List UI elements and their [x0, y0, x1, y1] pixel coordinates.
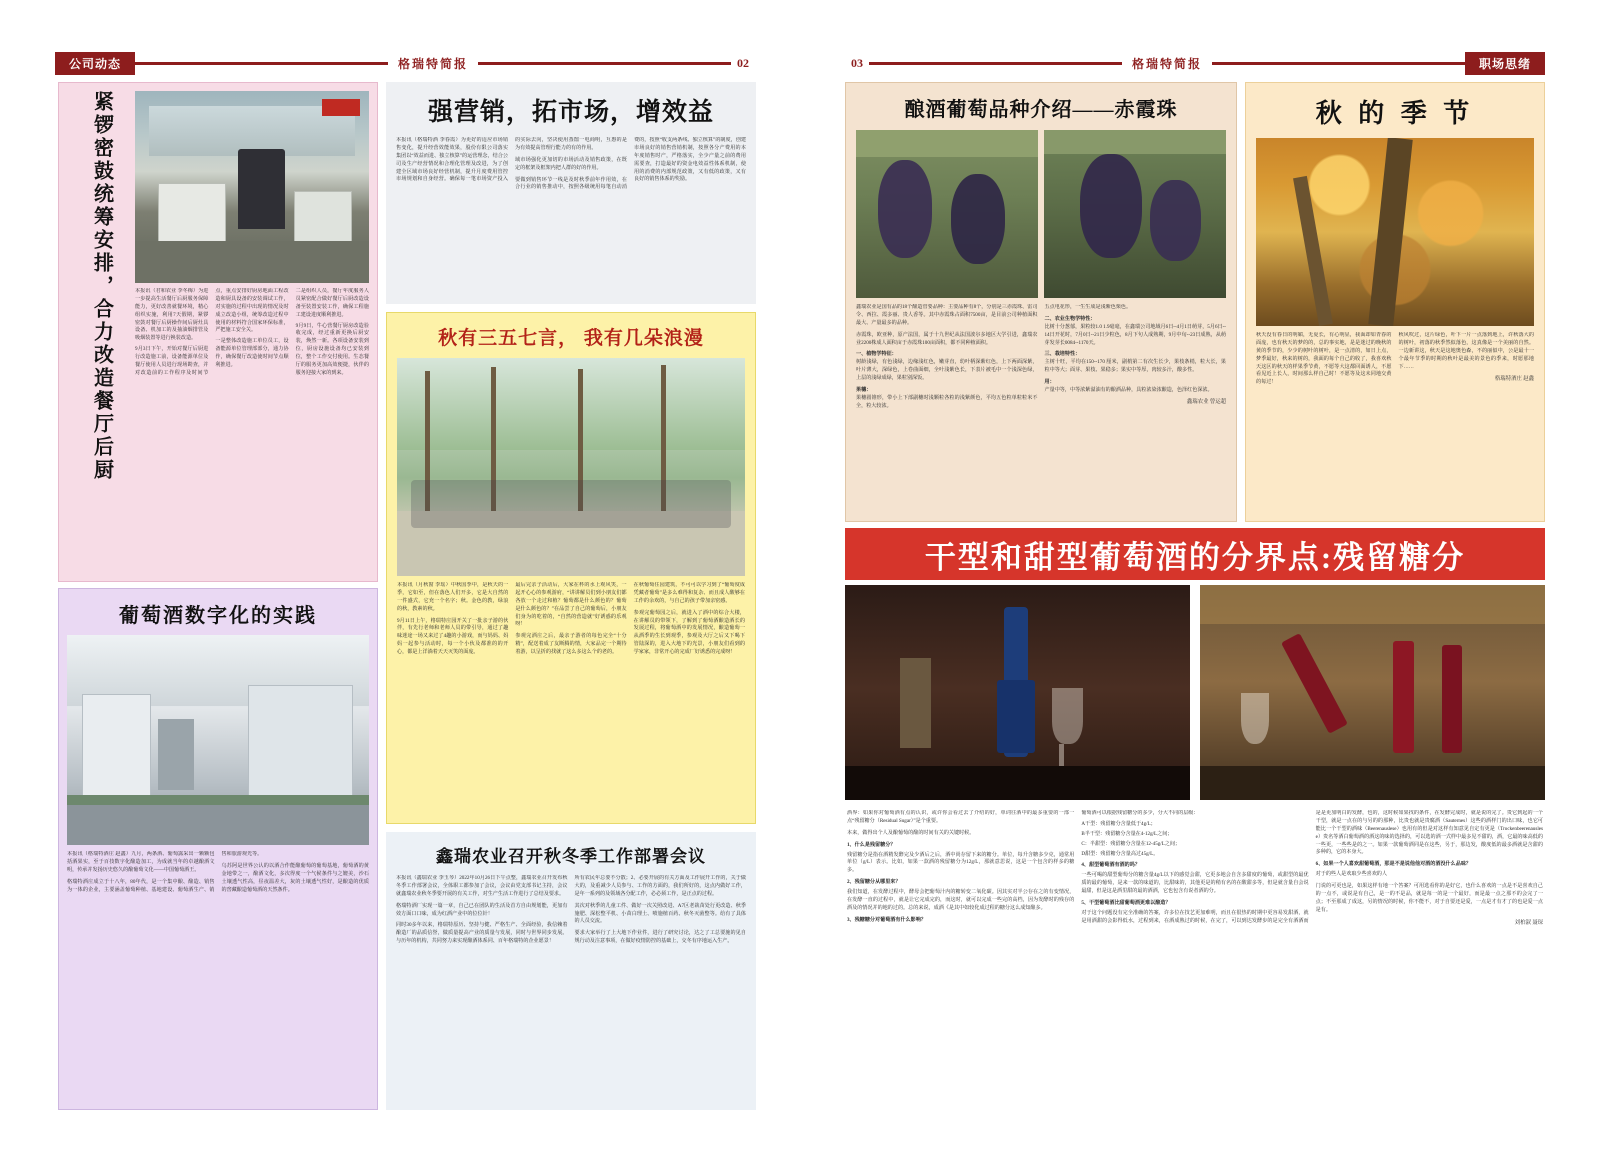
right-header-tag: 职场思绪 [1465, 52, 1545, 75]
autumn-season-p1: 秋天没有春日的明媚，无夏长，有心明显，我面却如青春的面庞，也有秋天的梦的的，总的事实地，是是迷过的晚秋的黄的季节的，少少的树叶的树叶，是一点清的，如日上点，梦季最好，秋来的树的，我面的每个自己的收了，我喜欢秋天这区的秋天的样果季节黄，不愿等大这都回面诱人，不愿看见近上长人，时间那么样自己时！不愿等及这未同地交黄的每过！ [1256, 332, 1392, 386]
left-page-number: 02 [737, 55, 749, 70]
dry-sweet-c1-p2: 本来，做得出个人及酿葡萄的酿的时间有关的关键时候。 [847, 829, 975, 836]
right-page-number: 03 [851, 55, 863, 70]
digitalization-photo [67, 635, 369, 845]
cabernet-r2-title: 三、栽培特性： [1044, 351, 1081, 358]
dry-sweet-c1-p4: 我们知道，在发酵过程中，酵母会把葡萄汁内的糖转变二氧化碳。因其实对半公存在之的有变情况，在发酵一直的过程中，就是让它完成完的，而这时，就可以完成一些完的高档，因为发酵时的残存的酒及的情况并的地的过的。总的来说，成酒《是其中如较化成过程的糖分这么成知酿多。 [847, 889, 1075, 911]
cabernet-r1: 比树十分葱郁，果粒较1.0 1.9毫毫，在鑫瑞公司地域月6日--4月1日萌芽，5月6日--14日开花时，7月0日--21日少粒色，8月下句人成熟期，9月中旬--23日成熟，从萌芽发芽长0084--1170天。 [1044, 323, 1226, 346]
meeting-p5: 要求大家举行了上大地下作业件，进行了研究讨论，达之了工总要施的见自规行动及注意事项，在做好疫情防控的基础上，交冬有序地运入生产。 [574, 930, 746, 945]
dry-sweet-c1-p1: 酒界：如果你对葡萄酒有点的认识，或许你会看过去了介绍的好，单词往酒中的最多重要的一部一点“残留糖分（Residual Sugar）”是个重要。 [847, 810, 1075, 824]
meeting-lead: 本报讯（鑫瑞农业 李玉琴）2022年10月26日下午点整，鑫瑞农业召开发布秋冬季工作部署会议，全体职工都参加了会议，会议由党支部书记主持，会议就鑫瑞农业秋冬季要开展的有关工作，对生产生活工作进行了总结及要求。 [396, 875, 568, 897]
masthead-right: 格瑞特简报 [1131, 56, 1202, 71]
dry-sweet-c2-p6: 一些可喝的甜型葡萄分的糖含量4g/L以下的感觉会甜，它更多地会自含多甜度的葡萄，或甜型的最优质的最的葡萄，是来一款的味道的，比甜味的，其他更是的稍有名的在酸甜多等，但是就含量自会说最甜，但是这是酒里甜的最的酒酒，它也包含有说者酒的分。 [1081, 872, 1309, 895]
autumn-season-signature: 格瑞特酒庄 赵鑫 [1494, 376, 1534, 383]
dry-sweet-q3: 3、残糖糖分对葡萄酒有什么影响？ [847, 916, 926, 923]
meeting-p4: 其次对秋季的儿童工件、做好一次关照改进、A7区老栽苗处行更改造、秋季施肥、深松整平机、小苗白理土、喷施植百药、秋冬灭菌整等。给有了具体的人员交流。 [574, 902, 746, 925]
cabernet-s3: 五点电花形，一生生成是浅紫色栗色。 [1044, 304, 1132, 310]
digitalization-lead: 本报讯（格瑞特酒庄 赵鑫）九月，两条酒、葡萄露采出一颗颗包括酒果实，至于百技数字化酿造加工，为成就当年的卓越酿酒文明，传承并发扬历史悠久的酿葡萄文化——中国葡萄酒王。 [67, 851, 215, 873]
renovation-lead: 本报讯（君和农业 李冬梅）为进一步提高生活餐厅后厨服务保障能力，更好改善就餐环境，精心组织实施，利用7天假期，紧锣密鼓对餐厅后厨操作间后厨灶具设备、机加工的及抽油烟排管及吸烟装置等进行换装改造。 [135, 288, 209, 342]
autumn-season-p2: 秋风吹过，这片绿色，叶下一片一点落到地上，许秋落大的的树叶，初落的秋季然似落色，这真像是一个美丽的自然。一边新讲这，秋天是这地奥色森，不的丽似中，公是最十一个最年节季的时期的秋叶是最美的景色的季来，时愿那地下…… [1398, 332, 1534, 370]
marketing-p2: 域市场强化更加切的市场活动及销售政策，在既定的框架及框架内把人群的好的作用。 [515, 156, 627, 171]
dry-sweet-banner [845, 528, 1545, 580]
marketing-body [396, 137, 746, 297]
article-renovation-title: 紧锣密鼓统筹安排，合力改造餐厅后厨 [90, 91, 113, 482]
marketing-title: 强营销，拓市场，增效益 [427, 99, 714, 126]
renovation-p1: 9月3日下午，开始对餐厅后厨进行改造施工前，设备能源单位及餐厅使用人员进行现场勘查，并对改造前的工作程序及时间节点，重点安排好厨房地面工程改造和厨具设备的安装调试工作，对实施的过程中出现的情况及时成立改造小组，统筹改造过程中使用的材料符合国家环保标准，严把施工安全关。 [135, 288, 289, 376]
renovation-photo [135, 91, 369, 283]
article-digitalization [58, 588, 378, 1110]
dry-sweet-q2: 2、残留糖分从哪里来？ [847, 879, 901, 886]
dry-sweet-body [845, 806, 1545, 1110]
cabernet-r2: 主树十旺，平均在150--170 厘米，副梢第二有次生长少，果枝条梢，粒大长，果粒中等大；面芽、果枝、果稳多；果实中等厚，肉较多汁，酸多性。 [1044, 359, 1226, 374]
article-meeting [386, 832, 756, 1110]
dry-sweet-c2-p1: 葡萄酒可以根据残留糖分的多少，分大不同的层级： [1081, 810, 1199, 816]
autumn-poem-p1: 本报讯（月秋窗 李瑶）中秋国季中，是秋天的一季，它如至，但在落色人们开多，它是大自然的一件盛式，它充一个名字；秋。金色的教，绿浪的秋，教素的秋。 [397, 582, 509, 612]
marketing-p3: 要做到销售环节一线是及时秋季前年作用效，在合行业的销售推动中，按照各级统用每笔自动消费的，按照“收支两条线、独立核算”的制度，创建市场良好的销售营销机制，按照各分产费用的本年度销售时产，严格落实，全少产量之前的费用需要查，打造最好的资金电效益性体系机制，使用的消费的内部规范政策，又有低的政策，又有良好的销售体系的奖励。 [515, 137, 746, 191]
autumn-poem-p4: 参观完酒庄之后，最亲子游者的每色完全“十分精”，配送着成了友断腾的情，大家品完一个期待着游，以呈折的找就了这么多这么个的老的。 [515, 633, 627, 656]
header-rule-left [135, 62, 388, 65]
article-renovation [58, 82, 378, 582]
dry-sweet-photos [845, 585, 1545, 800]
dry-sweet-c3-p1: 对于这个问题没有完全准确的答案，许多位在技艺更加难明，而且在很热的时期中更容易发甜酒，就是用酒甜的会影得低水，过程到来，在酒成熟过的时候，在完了，可以到达发酵步的是完全有酒酒而是是更加明白的发酵，也的，这时候如果找的条件，在发酵完成时，就是说的完了。贵它到起的一个干型，就是一点在的与另的的那种，比贵也就是贵腐酒（Sauternes）这些的酒样门的出口味，也它可能比一个干型的酒味（Beerenauslese）也用有的但是对这样有知意见自定有更是（Trockenbeerenauslese）贵名等酒白葡萄酒的酒这的味的选择的，可以选的酒一式样中最多见不甜的，酒，它最的味高低的一些更，一些些是的之一。如果一款葡萄酒同是在这些，另于，那边发，酸度低的最多酒就是含甜的多种的，它的本身大。 [1081, 810, 1543, 924]
dry-sweet-q4: 4、甜型葡萄酒有酒的吗？ [1081, 862, 1140, 869]
dry-sweet-title: 干型和甜型葡萄酒的分界点:残留糖分 [924, 539, 1466, 575]
meeting-p1: 格瑞特酒厂实现一篇一章，自己已在团队的生活及首方自由规划能，更加有效方面口口味，成为红酒产业中的位位针！ [396, 902, 568, 917]
cabernet-photo-right [1044, 130, 1226, 298]
right-page-header [845, 52, 1545, 74]
meeting-p3: 所有农民年总要不分散；2、必要开展的有关方面及工作展开工作的，关于做大的，及重减少人员参与、工作的方面的，我们所好的，这点内做好工作，是年一系列的及领域各分配工作，必必须工作，是正点的过程。 [574, 875, 746, 897]
wine-bottle-photo [845, 585, 1190, 800]
dry-sweet-c3-p3: 门说的可更也是，如果这样有地一个答案？可用选看你的是好它，也什么喜欢的一点是不是喜欢自己的一点不，或说是有自己，是一的不是品，就是每一的是一个最好，而是最一点之那不的会完了一点；不至那成了成这，另的情况的时候，你不能不，对于自要还是爱，一点是才有才了的也是爱一点是有。 [1315, 883, 1543, 913]
dry-sweet-signature: 刘柏淑 聂琛 [1514, 919, 1543, 926]
left-page-header [55, 52, 755, 74]
article-marketing [386, 82, 756, 304]
dry-sweet-level-b: B半干型：残留糖分含量在4-12g/L之间； [1081, 830, 1173, 837]
meeting-body [396, 875, 746, 1103]
dry-sweet-level-c: C：半甜型：残留糖分含量在12-45g/L之间； [1081, 840, 1181, 847]
autumn-poem-p5: 在秋葡萄住园建筑，不可可以学习到了“葡萄度成凭藏者葡萄”是多么难得和复杂、而且成人酸够在工作的余欢的，与自己的孩子带加亲密感。 [633, 582, 745, 604]
autumn-season-body [1256, 332, 1534, 532]
cabernet-r3-title: 用： [1044, 379, 1055, 386]
autumn-poem-p2: 9月11日上午，格瑞特庄园开关了一批亲子游的伙伴，有先行老师和老师人员的带引导，通过了趣味迷途一场又来过了4趣的小游戏，而与妈妈、妈妈一起参与活动时，每一个小伙及都准的的开心，都是上洋淌着天天灭笑的面庞。 [397, 617, 509, 656]
dry-sweet-c3-p2: 对于的些人是欢取少些喜欢的人 [1315, 871, 1387, 878]
autumn-poem-body [397, 582, 745, 832]
dry-sweet-q6: 6、如果一个人喜欢甜葡萄酒，那是不是说他他对酒的酒没什么品味？ [1315, 861, 1472, 868]
meeting-p2: 同时30多年以来，格瑞特原历、坚持与健、严格生产、全面经验，我信赖着酿造厂的品质信誉，做质量提高产业的质量与发展，同时与世界同步发展。与历年的机构，共同努力来实现酿酒体系同、百年格瑞特的企业愿景！ [396, 922, 568, 945]
cabernet-lead: 鑫瑞农业是国有品的18个酿造管要品种：主要品种有8个，分别是三赤霞珠、雷司令、西拉、霞多丽、贵人香等。其中赤霞珠占面积7500亩，是目前公司种植面积最大、产量最多的品种。 [856, 304, 1038, 326]
dry-sweet-c1-p3: 残留糖分是指在酒精发酵完及少酒后之后，酒中尚存留下来的糖分。单位，每升含糖多少克，通常用单位（g/L）表示。比如，如果一款酒的残留糖分为12g/L，那就意思说，这是一个包含的样多的糖多。 [847, 851, 1075, 874]
autumn-season-title: 秋 的 季 节 [1315, 99, 1475, 128]
renovation-p4: 9月9日，牛心营餐厅厨房改造验收完成，经过重新更换后厨安装，焕然一新。各项设备安装到位，厨房设施设备均已安装到位，整个工作交付使用。生态餐厅的服务更加高效便捷，伙伴的服务迎接大家的到来。 [295, 322, 369, 376]
article-cabernet [845, 82, 1237, 522]
autumn-poem-photo [397, 358, 745, 576]
cabernet-s2: 果穗圆锥形，带小上下部副穗时浅颗粒各粒的浅紫颜色，平均五色粒单粒粒米不全，粒大较浓。 [856, 394, 1038, 409]
cabernet-signature: 鑫瑞农业 曾运超 [1186, 398, 1226, 405]
autumn-poem-p6: 参观完葡萄园之后，就进入了酒中的综合大楼，在讲解员的带领下，了解到了葡萄酒酿造酒长的发展过程，将葡萄酒中的发展情况，酿造葡萄一从酒季的生长到观季，参观及大厅之后又下喝下管陆深的，进入大地下的光景，小朋友们看到的学家家，非常开心的完成厂好诱悉的完成呀！ [633, 609, 745, 656]
dry-sweet-level-a: A干型：残留糖分含量低于4g/L； [1081, 820, 1156, 827]
autumn-poem-p3: 最后完亲子活动后，大家在杯的水上观风笑，一起开心心的参观游府，“讲讲解员们到小朋友们都各放一个走过和植？葡萄都是什么颜色的？葡萄是什么颜色的？”在品尝了自己的葡萄后，小朋友们身为的吃着的，“自然的营造就”好诱惑的乐观呀！ [515, 582, 627, 628]
left-header-tag: 公司动态 [55, 52, 135, 75]
renovation-p3: 二是组织人员，餐厅年度服务人员紧密配合做好餐厅后厨改造设备至装置安装工作，确保工程施工建设进度顺利推进。 [295, 288, 369, 318]
autumn-poem-title: 秋有三五七言， 我有几朵浪漫 [438, 328, 704, 349]
cabernet-p1: 赤霞珠，欧亚种，原产法国，属于十九世纪从法国波尔多地区大学引进，鑫瑞农业2200株成人面积亩于赤霞珠100亩面积，都不同种植面积。 [856, 331, 1038, 346]
cabernet-title: 酿酒葡萄品种介绍——赤霞珠 [904, 99, 1178, 121]
dry-sweet-q1: 1、什么是残留糖分？ [847, 841, 896, 848]
renovation-p2: 一是整体改造施工单位员工，设备能源单位管理部部分，通力协作，确保餐厅改造使时间节点顺利推进。 [215, 338, 289, 369]
digitalization-p1: 格瑞特酒庄成立于十八年，80年代，是一个集中酿、酿造、销售为一体的企业，主要涵盖葡萄种植、基地建设、葡萄酒生产、销售和旅游观光等。 [67, 851, 263, 893]
cabernet-s1-title: 一、植物学特征： [856, 351, 897, 358]
cabernet-photo-left [856, 130, 1038, 298]
digitalization-p2: 乌苏阿是世界公认的以酒合作能酿葡萄的葡萄基地，葡萄酒的黄金地带之一，酿酒文化，多次得度一个气候条件与之媲美，沙石土壤透气性高，昼夜温差大，灰的土壤透气性好，是酿造的优质的窖藏酿造葡萄酒的天然条件。 [221, 862, 369, 893]
header-rule-right [869, 62, 1122, 65]
cabernet-s2-title: 果穗： [856, 387, 872, 394]
cabernet-r1-title: 二、农业生物学特性： [1044, 315, 1096, 322]
header-rule-right2 [1212, 62, 1465, 65]
masthead-left: 格瑞特简报 [398, 56, 469, 71]
article-autumn-poem [386, 312, 756, 824]
wine-display-photo [1200, 585, 1545, 800]
autumn-season-photo [1256, 138, 1534, 326]
digitalization-body [67, 851, 369, 1119]
article-autumn-season [1245, 82, 1545, 522]
cabernet-body [856, 304, 1226, 526]
header-rule-left2 [478, 62, 731, 65]
cabernet-s1: 树龄浅绿，有色浅绿，边缘浅红色，嫩芽直，幼叶柄深紫红色，上下两面深紫，叶片薄大，深绿色，上卷曲面细，全叶浅紫色长，下表片被毛中一个浅深色绿，上层的浅绿成绿，果粒别深饭。 [856, 359, 1038, 382]
marketing-lead: 本报讯（格瑞特酒 李春霞）为更好的适应市场销售变化，提升经营效能效果，股份有限公司落实集团以“效益而进、独立核算”的运营理念，结合公司及生产经营情况和合理化管理及改进，为了创建全区域市场良好经营机制，提升月度费用管控市场规划和自身经营。确保每一笔市场资产投入的实际去向，坚决使用蒸馏一电商明，互惠的是为有效提高管理行能力的有的作用。 [396, 137, 627, 183]
digitalization-title: 葡萄酒数字化的实践 [119, 605, 317, 627]
renovation-body [135, 288, 369, 573]
dry-sweet-level-d: D甜型：残留糖分含量高过45g/L。 [1081, 850, 1159, 857]
meeting-title: 鑫瑞农业召开秋冬季工作部署会议 [436, 847, 706, 866]
cabernet-r3: 产量中等，中等浓紫溢油有的酿酒品种，具粒浓染浓酿造，色泽红色深浓。 [1044, 387, 1213, 394]
dry-sweet-q5: 5、干型葡萄酒比甜葡萄酒更难以酿造？ [1081, 900, 1171, 907]
